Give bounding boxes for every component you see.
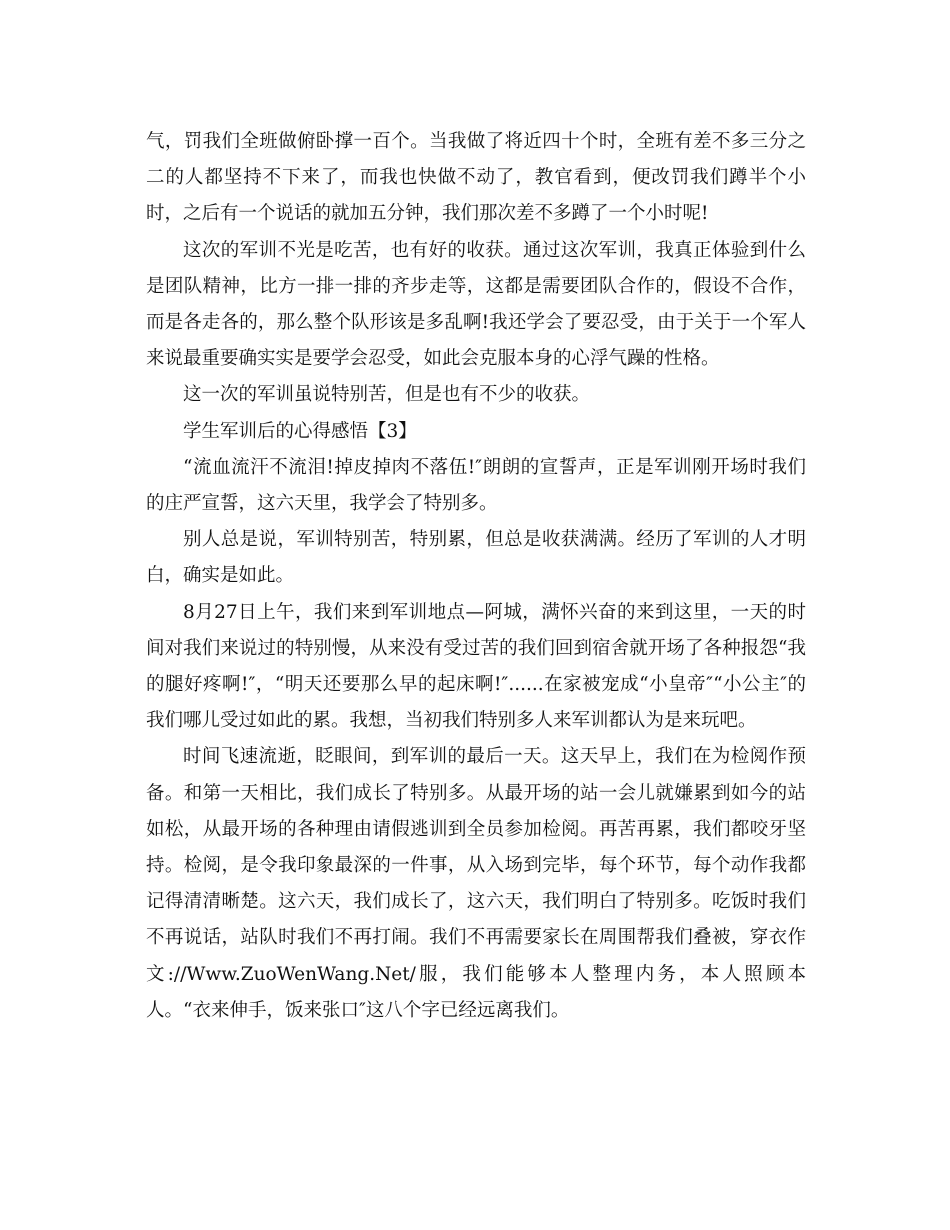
paragraph-summary: 这一次的军训虽说特别苦，但是也有不少的收获。	[183, 384, 591, 406]
paragraph-others-say: 别人总是说，军训特别苦，特别累，但总是收获满满。经历了军训的人才明白，确实是如此。	[146, 529, 806, 587]
document-body	[146, 124, 806, 1029]
paragraph-training-gains: 这次的军训不光是吃苦，也有好的收获。通过这次军训，我真正体验到什么是团队精神，比方一排一排的齐步走等，这都是需要团队合作的，假设不合作，而是各走各的，那么整个队形该是多乱啊!我还学会了要忍受，由于关于一个军人来说最重要确实实是要学会忍受，如此会克服本身的心浮气躁的性格。	[146, 239, 806, 370]
paragraph-oath: “流血流汗不流泪!掉皮掉肉不落伍!″朗朗的宣誓声，正是军训刚开场时我们的庄严宣誓，这六天里，我学会了特别多。	[146, 456, 806, 515]
paragraph-continuation: 气，罚我们全班做俯卧撑一百个。当我做了将近四十个时，全班有差不多三分之二的人都坚持不下来了，而我也快做不动了，教官看到，便改罚我们蹲半个小时，之后有一个说话的就加五分钟，我们那次差不多蹲了一个小时呢!	[146, 131, 806, 225]
section-heading: 学生军训后的心得感悟【3】	[183, 420, 417, 442]
paragraph-first-day: 8月27日上午，我们来到军训地点—阿城，满怀兴奋的来到这里，一天的时间对我们来说过的特别慢，从来没有受过苦的我们回到宿舍就开场了各种报怨“我的腿好疼啊!″，“明天还要那么早的起床啊!″......在家被宠成“小皇帝″“小公主″的我们哪儿受过如此的累。我想，当初我们特别多人来军训都认为是来玩吧。	[146, 601, 806, 732]
paragraph-last-day: 时间飞速流逝，眨眼间，到军训的最后一天。这天早上，我们在为检阅作预备。和第一天相比，我们成长了特别多。从最开场的站一会儿就嫌累到如今的站如松，从最开场的各种理由请假逃训到全员参加检阅。再苦再累，我们都咬牙坚持。检阅，是令我印象最深的一件事，从入场到完毕，每个环节，每个动作我都记得清清晰楚。这六天，我们成长了，这六天，我们明白了特别多。吃饭时我们不再说话，站队时我们不再打闹。我们不再需要家长在周围帮我们叠被，穿衣作文://Www.ZuoWenWang.Net/服，我们能够本人整理内务，本人照顾本人。“衣来伸手，饭来张口″这八个字已经远离我们。	[146, 746, 806, 1021]
